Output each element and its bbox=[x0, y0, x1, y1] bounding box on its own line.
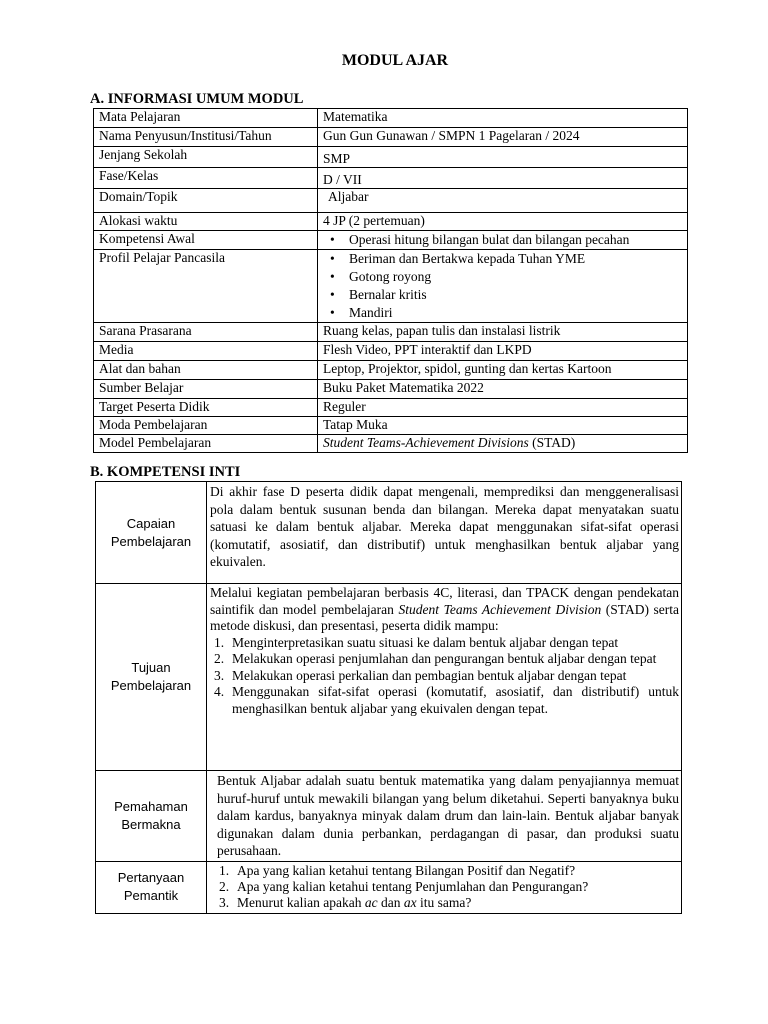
row-key: Alokasi waktu bbox=[94, 213, 318, 231]
row-key: Jenjang Sekolah bbox=[94, 147, 318, 168]
row-content bbox=[207, 584, 682, 771]
row-key: Nama Penyusun/Institusi/Tahun bbox=[94, 128, 318, 147]
table-row bbox=[96, 861, 682, 913]
row-key: Alat dan bahan bbox=[94, 361, 318, 380]
table-row bbox=[96, 482, 682, 584]
row-value bbox=[318, 189, 688, 213]
row-value bbox=[318, 435, 688, 453]
tujuan-intro-text: Melalui kegiatan pembelajaran berbasis 4C, literasi, dan TPACK dengan pendekatan saintifik dan model pembelajaran bbox=[210, 585, 679, 617]
row-value-italic: Student Teams-Achievement Divisions bbox=[323, 435, 529, 450]
row-value: Buku Paket Matematika 2022 bbox=[318, 380, 688, 399]
row-key: Sarana Prasarana bbox=[94, 323, 318, 342]
table-row bbox=[96, 584, 682, 771]
row-value-text: D / VII bbox=[323, 172, 362, 187]
list-item: • Operasi hitung bilangan bulat dan bilangan pecahan bbox=[349, 231, 682, 249]
row-key: Sumber Belajar bbox=[94, 380, 318, 399]
tujuan-list bbox=[210, 635, 679, 718]
row-value bbox=[318, 250, 688, 323]
tujuan-intro-text-2: (STAD) serta metode diskusi, dan presentasi, peserta didik mampu: bbox=[210, 601, 680, 633]
row-value: Tatap Muka bbox=[318, 417, 688, 435]
list-item: • Beriman dan Bertakwa kepada Tuhan YME bbox=[349, 250, 682, 268]
row-key: Profil Pelajar Pancasila bbox=[94, 250, 318, 323]
row-key: Kompetensi Awal bbox=[94, 231, 318, 250]
list-item-text: Melakukan operasi perkalian dan pembagian bentuk aljabar dengan tepat bbox=[232, 667, 627, 683]
competency-table bbox=[95, 481, 682, 914]
row-key: Target Peserta Didik bbox=[94, 399, 318, 417]
section-a-heading: A. INFORMASI UMUM MODUL bbox=[90, 91, 304, 107]
bullet-list bbox=[323, 231, 682, 249]
table-row bbox=[94, 323, 688, 342]
list-item: 3. Menurut kalian apakah ac dan ax itu sama? bbox=[219, 894, 472, 910]
row-content bbox=[207, 482, 682, 584]
row-value: Gun Gun Gunawan / SMPN 1 Pagelaran / 2024 bbox=[318, 128, 688, 147]
table-row bbox=[94, 109, 688, 128]
table-row bbox=[94, 213, 688, 231]
pertanyaan-list bbox=[210, 863, 679, 911]
row-label: Tujuan Pembelajaran bbox=[96, 584, 207, 771]
row-key: Media bbox=[94, 342, 318, 361]
row-content bbox=[207, 861, 682, 913]
row-key: Fase/Kelas bbox=[94, 168, 318, 189]
pemahaman-text: Bentuk Aljabar adalah suatu bentuk matematika yang dalam penyajiannya memuat huruf-huruf untuk mewakili bilangan yang belum diketahui. Seperti banyaknya buku dalam kardus, banyaknya minyak dalam drum dan lain-lain. Bentuk aljabar banyak digunakan dalam dunia perbankan, perdagangan di pasar, dan produksi suatu perusahaan. bbox=[217, 773, 679, 858]
row-value bbox=[318, 168, 688, 189]
row-value-text: Aljabar bbox=[328, 189, 369, 204]
q3-var-ac: ac bbox=[364, 894, 378, 910]
list-item: • Mandiri bbox=[349, 304, 682, 322]
table-row bbox=[94, 435, 688, 453]
tujuan-intro-italic: Student Teams Achievement Division bbox=[398, 601, 602, 617]
row-key: Mata Pelajaran bbox=[94, 109, 318, 128]
list-item: 2. Melakukan operasi penjumlahan dan pengurangan bentuk aljabar dengan tepat bbox=[214, 651, 657, 666]
table-row bbox=[94, 128, 688, 147]
table-row bbox=[94, 189, 688, 213]
capaian-text: Di akhir fase D peserta didik dapat mengenali, memprediksi dan menggeneralisasi pola dalam bentuk susunan benda dan bilangan. Mereka dapat menyatakan suatu satuasi ke dalam bentuk aljabar. Mereka dapat menggunakan sifat-sifat operasi (komutatif, asosiatif, dan distributif) untuk menghasilkan bentuk aljabar yang ekuivalen. bbox=[210, 484, 679, 569]
list-item: • Bernalar kritis bbox=[349, 286, 682, 304]
row-value bbox=[318, 147, 688, 168]
list-item-text: Menggunakan sifat-sifat operasi (komutatif, asosiatif, dan distributif) untuk menghasilkan bentuk aljabar yang ekuivalen dengan tepat. bbox=[232, 684, 679, 716]
row-key: Moda Pembelajaran bbox=[94, 417, 318, 435]
list-item: • Gotong royong bbox=[349, 268, 682, 286]
bullet-list bbox=[323, 250, 682, 322]
row-label: Capaian Pembelajaran bbox=[96, 482, 207, 584]
row-label: Pertanyaan Pemantik bbox=[96, 861, 207, 913]
document-title: MODUL AJAR bbox=[341, 52, 449, 69]
q3-var-ax: ax bbox=[403, 894, 417, 910]
row-key: Model Pembelajaran bbox=[94, 435, 318, 453]
table-row bbox=[94, 417, 688, 435]
list-item: 1. Apa yang kalian ketahui tentang Bilangan Positif dan Negatif? bbox=[219, 862, 576, 878]
row-value bbox=[318, 231, 688, 250]
list-item-text: Menginterpretasikan suatu situasi ke dalam bentuk aljabar dengan tepat bbox=[232, 634, 619, 650]
q3-text-a: Menurut kalian apakah bbox=[237, 894, 365, 910]
table-row bbox=[94, 361, 688, 380]
row-value: Matematika bbox=[318, 109, 688, 128]
table-row bbox=[94, 399, 688, 417]
list-item: 3. Melakukan operasi perkalian dan pembagian bentuk aljabar dengan tepat bbox=[214, 667, 627, 683]
row-value: Reguler bbox=[318, 399, 688, 417]
row-key: Domain/Topik bbox=[94, 189, 318, 213]
row-value: 4 JP (2 pertemuan) bbox=[318, 213, 688, 231]
list-item: 4. Menggunakan sifat-sifat operasi (komutatif, asosiatif, dan distributif) untuk menghasilkan bentuk aljabar yang ekuivalen dengan tepat. bbox=[214, 684, 679, 716]
row-value: Flesh Video, PPT interaktif dan LKPD bbox=[318, 342, 688, 361]
table-row bbox=[94, 250, 688, 323]
table-row bbox=[96, 771, 682, 862]
section-b-heading: B. KOMPETENSI INTI bbox=[90, 464, 241, 480]
list-item-text: Apa yang kalian ketahui tentang Penjumlahan dan Pengurangan? bbox=[237, 878, 589, 894]
list-item: 2. Apa yang kalian ketahui tentang Penjumlahan dan Pengurangan? bbox=[219, 878, 589, 894]
row-label: Pemahaman Bermakna bbox=[96, 771, 207, 862]
table-row bbox=[94, 168, 688, 189]
list-item-text: Melakukan operasi penjumlahan dan pengurangan bentuk aljabar dengan tepat bbox=[232, 651, 657, 666]
list-item: 1. Menginterpretasikan suatu situasi ke dalam bentuk aljabar dengan tepat bbox=[214, 634, 619, 650]
row-value-text: SMP bbox=[323, 151, 351, 166]
table-row bbox=[94, 342, 688, 361]
table-row bbox=[94, 147, 688, 168]
row-value: Leptop, Projektor, spidol, gunting dan kertas Kartoon bbox=[318, 361, 688, 380]
list-item-text: Apa yang kalian ketahui tentang Bilangan Positif dan Negatif? bbox=[237, 862, 576, 878]
q3-text-e: itu sama? bbox=[416, 894, 472, 910]
table-row bbox=[94, 231, 688, 250]
row-value: Ruang kelas, papan tulis dan instalasi listrik bbox=[318, 323, 688, 342]
q3-text-c: dan bbox=[377, 894, 404, 910]
general-info-table bbox=[93, 108, 688, 453]
table-row bbox=[94, 380, 688, 399]
tujuan-intro bbox=[210, 585, 679, 635]
row-content bbox=[207, 771, 682, 862]
row-value-rest: (STAD) bbox=[528, 435, 576, 450]
